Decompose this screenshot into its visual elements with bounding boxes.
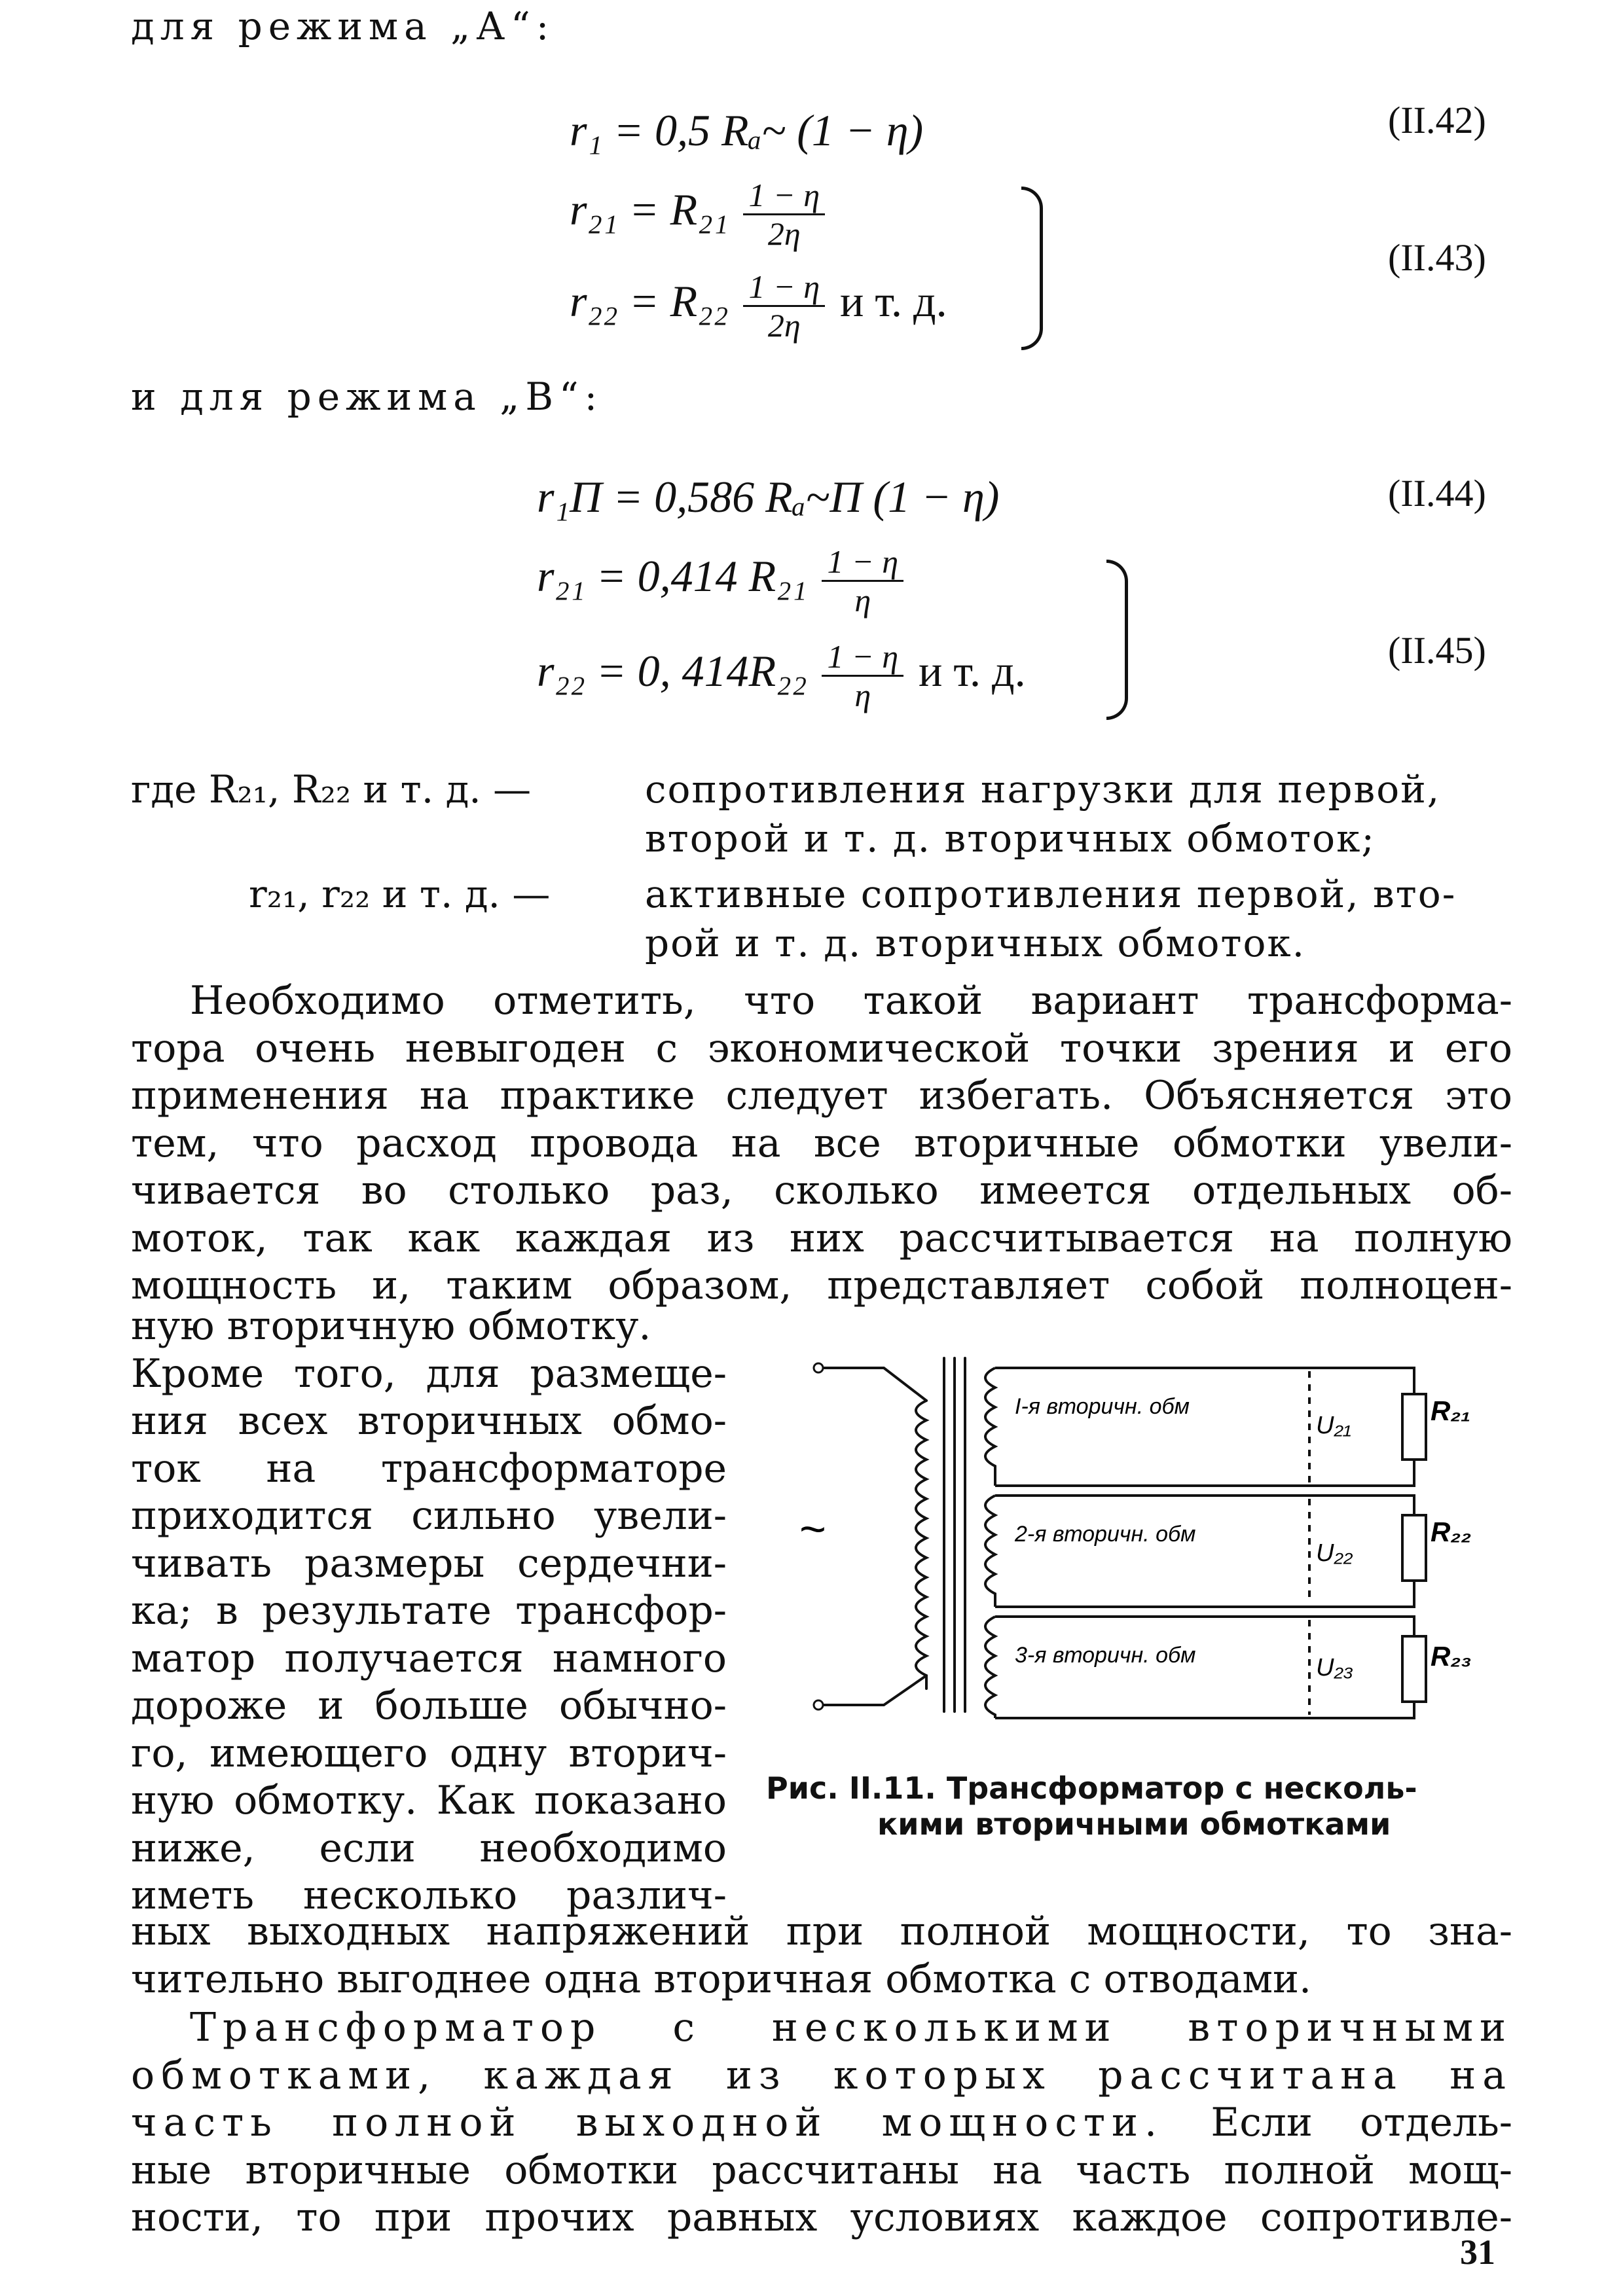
heading-mode-a: для режима „А“: bbox=[131, 4, 555, 48]
page-number: 31 bbox=[1460, 2233, 1495, 2272]
paragraph-line: тем, что расход провода на все вторичные обмотки увели- bbox=[131, 1120, 1512, 1166]
figure-caption-line-2: кими вторичными обмотками bbox=[877, 1806, 1391, 1842]
paragraph-rest-fragment: Если отдель- bbox=[1211, 2100, 1513, 2145]
paragraph-mixed-line bbox=[131, 2099, 1512, 2147]
formula-45b bbox=[537, 638, 1026, 713]
equation-number-45: (II.45) bbox=[1388, 629, 1486, 672]
paragraph-2 bbox=[131, 2004, 1512, 2242]
formula-42-rhs: = 0,5 Rₐ~ (1 − η) bbox=[613, 105, 924, 155]
winding-1-label: I-я вторичн. обм bbox=[1015, 1394, 1190, 1419]
winding-1-voltage: U₂₁ bbox=[1316, 1412, 1351, 1439]
paragraph-line: ности, то при прочих равных условиях каждое сопротивле- bbox=[131, 2195, 1512, 2240]
formula-45a-mid: = 0,414 R₂₁ bbox=[596, 551, 807, 601]
paragraph-line: ка; в результате трансфор- bbox=[131, 1588, 727, 1634]
formula-45b-denominator: η bbox=[854, 677, 871, 713]
winding-2-load: R₂₂ bbox=[1431, 1516, 1472, 1547]
formula-43b-lhs: r₂₂ bbox=[570, 276, 618, 327]
paragraph-line: чивается во столько раз, сколько имеется отдельных об- bbox=[131, 1168, 1512, 1213]
primary-terminal-top bbox=[814, 1363, 823, 1372]
definition-text-2b: рой и т. д. вторичных обмоток. bbox=[645, 921, 1306, 965]
formula-44-rhs: = 0,586 Rₐ~П (1 − η) bbox=[613, 472, 1000, 522]
paragraph-spaced-fragment: часть полной выходной мощности. bbox=[131, 2100, 1164, 2145]
secondary-winding-1 bbox=[985, 1368, 1470, 1486]
primary-lead-bottom bbox=[818, 1676, 926, 1705]
paragraph-line: ных выходных напряжений при полной мощности, то зна- bbox=[131, 1909, 1512, 1954]
formula-45b-tail: и т. д. bbox=[919, 646, 1026, 696]
paragraph-spaced-line: Трансформатор с несколькими вторичными bbox=[190, 2005, 1512, 2051]
formula-45a-numerator: 1 − η bbox=[822, 543, 903, 582]
primary-terminal-bottom bbox=[814, 1700, 823, 1710]
winding-2-coil bbox=[985, 1496, 995, 1607]
figure-caption-line-1: Рис. II.11. Трансформатор с несколь- bbox=[766, 1770, 1417, 1806]
paragraph-line: дороже и больше обычно- bbox=[131, 1683, 727, 1729]
paragraph-1-end bbox=[131, 1908, 1512, 2003]
paragraph-line: чивать размеры сердечни- bbox=[131, 1540, 727, 1587]
formula-45a bbox=[537, 543, 907, 619]
paragraph-line: матор получается намного bbox=[131, 1635, 727, 1681]
winding-1-load: R₂₁ bbox=[1431, 1395, 1471, 1426]
heading-mode-b: и для режима „В“: bbox=[131, 374, 604, 419]
figure-transformer-diagram bbox=[773, 1309, 1525, 1741]
winding-3-coil bbox=[985, 1617, 995, 1718]
winding-1-coil bbox=[985, 1368, 995, 1486]
formula-43a-lhs: r₂₁ bbox=[570, 185, 618, 235]
paragraph-line: го, имеющего одну вторич- bbox=[131, 1730, 727, 1776]
definition-text-1b: второй и т. д. вторичных обмоток; bbox=[645, 816, 1376, 861]
definition-term-1: где R₂₁, R₂₂ и т. д. — bbox=[131, 767, 532, 812]
winding-1-load-resistor bbox=[1402, 1394, 1426, 1460]
winding-3-voltage: U₂₃ bbox=[1316, 1654, 1353, 1681]
paragraph-line: Кроме того, для размеще- bbox=[131, 1350, 727, 1397]
formula-43a bbox=[570, 177, 829, 252]
formula-43a-numerator: 1 − η bbox=[743, 177, 825, 215]
formula-43b-fraction bbox=[743, 268, 825, 344]
paragraph-line: Необходимо отметить, что такой вариант трансформа- bbox=[190, 978, 1512, 1024]
paragraph-line: ную обмотку. Как показано bbox=[131, 1778, 727, 1823]
formula-43b bbox=[570, 268, 947, 344]
paragraph-1-narrow bbox=[131, 1302, 727, 1920]
paragraph-line: приходится сильно увели- bbox=[131, 1493, 727, 1539]
formula-42-lhs: r₁ bbox=[570, 105, 603, 155]
secondary-winding-2 bbox=[985, 1496, 1471, 1607]
paragraph-1-full bbox=[131, 977, 1512, 1310]
winding-3-label: 3-я вторичн. обм bbox=[1015, 1643, 1196, 1668]
formula-44 bbox=[537, 471, 999, 523]
paragraph-line: ные вторичные обмотки рассчитаны на часть полной мощ- bbox=[131, 2147, 1512, 2193]
formula-45a-lhs: r₂₁ bbox=[537, 551, 585, 601]
definition-text-1a: сопротивления нагрузки для первой, bbox=[645, 767, 1441, 812]
winding-3-load: R₂₃ bbox=[1431, 1641, 1472, 1672]
paragraph-line: чительно выгоднее одна вторичная обмотка с отводами. bbox=[131, 1956, 1312, 2002]
paragraph-line: применения на практике следует избегать. Объясняется это bbox=[131, 1073, 1512, 1119]
formula-45b-mid: = 0, 414R₂₂ bbox=[596, 646, 807, 696]
winding-2-load-resistor bbox=[1402, 1515, 1426, 1581]
formula-45a-fraction bbox=[822, 543, 903, 619]
paragraph-line: тора очень невыгоден с экономической точки зрения и его bbox=[131, 1025, 1512, 1071]
paragraph-line: ния всех вторичных обмо- bbox=[131, 1398, 727, 1444]
formula-43b-numerator: 1 − η bbox=[743, 268, 825, 307]
paragraph-line: ниже, если необходимо bbox=[131, 1825, 727, 1871]
paragraph-line: моток, так как каждая из них рассчитывается на полную bbox=[131, 1215, 1512, 1261]
paragraph-spaced-line: обмотками, каждая из которых рассчитана на bbox=[131, 2052, 1512, 2098]
equation-number-42: (II.42) bbox=[1388, 99, 1486, 141]
secondary-winding-3 bbox=[985, 1617, 1472, 1718]
formula-43a-fraction bbox=[743, 177, 825, 252]
winding-2-voltage: U₂₂ bbox=[1316, 1539, 1353, 1567]
formula-43b-tail: и т. д. bbox=[840, 276, 947, 327]
formula-43b-mid: = R₂₂ bbox=[629, 276, 729, 327]
brace-43 bbox=[1021, 187, 1043, 350]
winding-1-loop bbox=[995, 1368, 1414, 1486]
formula-43b-denominator: 2η bbox=[767, 307, 801, 344]
paragraph-line: ток на трансформаторе bbox=[131, 1445, 727, 1492]
formula-42 bbox=[570, 105, 923, 156]
winding-2-label: 2-я вторичн. обм bbox=[1015, 1522, 1196, 1547]
equation-number-44: (II.44) bbox=[1388, 472, 1486, 514]
formula-43a-denominator: 2η bbox=[767, 215, 801, 252]
equation-number-43: (II.43) bbox=[1388, 236, 1486, 279]
source-symbol: ~ bbox=[799, 1503, 826, 1554]
paragraph-line: мощность и, таким образом, представляет собой полноцен- bbox=[131, 1263, 1512, 1308]
winding-3-load-resistor bbox=[1402, 1636, 1426, 1702]
formula-43a-mid: = R₂₁ bbox=[629, 185, 729, 235]
paragraph-line: ную вторичную обмотку. bbox=[131, 1303, 651, 1349]
formula-45b-lhs: r₂₂ bbox=[537, 646, 585, 696]
formula-45b-numerator: 1 − η bbox=[822, 638, 903, 677]
definition-term-2: r₂₁, r₂₂ и т. д. — bbox=[249, 872, 551, 916]
primary-coil bbox=[916, 1401, 926, 1689]
primary-lead-top bbox=[818, 1368, 926, 1401]
paragraph-line: иметь несколько различ- bbox=[131, 1873, 727, 1918]
formula-45a-denominator: η bbox=[854, 582, 871, 619]
definition-text-2a: активные сопротивления первой, вто- bbox=[645, 872, 1457, 916]
formula-45b-fraction bbox=[822, 638, 903, 713]
brace-45 bbox=[1106, 560, 1128, 720]
formula-44-lhs: r₁П bbox=[537, 472, 602, 522]
